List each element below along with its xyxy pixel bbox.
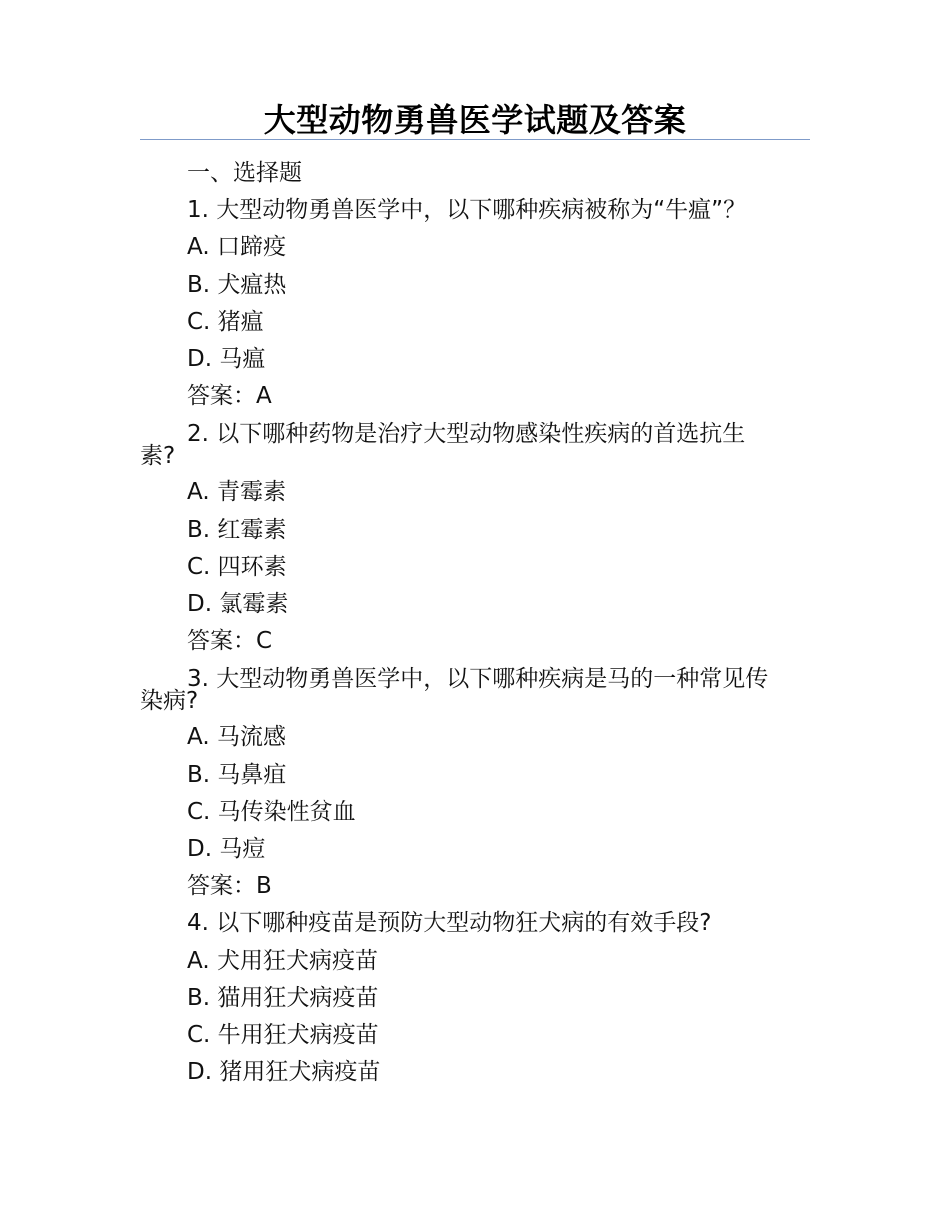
option-3a: A. 马流感: [187, 724, 286, 751]
question-3: [140, 660, 812, 719]
question-4: 4. 以下哪种疫苗是预防大型动物狂犬病的有效手段?: [187, 910, 712, 937]
option-1d: D. 马瘟: [187, 346, 266, 373]
option-3c: C. 马传染性贫血: [187, 798, 356, 825]
option-3d: D. 马痘: [187, 836, 266, 863]
option-2a: A. 青霉素: [187, 479, 286, 506]
option-4b: B. 猫用狂犬病疫苗: [187, 984, 379, 1011]
option-2b: B. 红霉素: [187, 516, 287, 543]
title-underline: [140, 139, 810, 140]
answer-3: 答案：B: [187, 873, 272, 900]
question-1: 1. 大型动物勇兽医学中，以下哪种疾病被称为“牛瘟”？: [187, 197, 747, 224]
option-1c: C. 猪瘟: [187, 308, 264, 335]
option-4c: C. 牛用狂犬病疫苗: [187, 1022, 379, 1049]
answer-1: 答案：A: [187, 383, 272, 410]
option-4a: A. 犬用狂犬病疫苗: [187, 947, 378, 974]
answer-2: 答案：C: [187, 628, 273, 655]
option-2d: D. 氯霉素: [187, 591, 289, 618]
section-heading: 一、选择题: [187, 160, 302, 186]
option-1a: A. 口蹄疫: [187, 234, 286, 261]
question-3-line-2: 染病?: [140, 688, 199, 715]
option-2c: C. 四环素: [187, 553, 287, 580]
option-3b: B. 马鼻疽: [187, 761, 287, 788]
question-2-line-1: 2. 以下哪种药物是治疗大型动物感染性疾病的首选抗生: [187, 421, 746, 448]
document-title: 大型动物勇兽医学试题及答案: [263, 101, 687, 139]
option-4d: D. 猪用狂犬病疫苗: [187, 1059, 381, 1086]
question-2-line-2: 素?: [140, 443, 176, 470]
question-3-line-1: 3. 大型动物勇兽医学中，以下哪种疾病是马的一种常见传: [187, 666, 769, 693]
document-body: [140, 155, 812, 1091]
option-1b: B. 犬瘟热: [187, 271, 287, 298]
question-2: [140, 415, 812, 474]
